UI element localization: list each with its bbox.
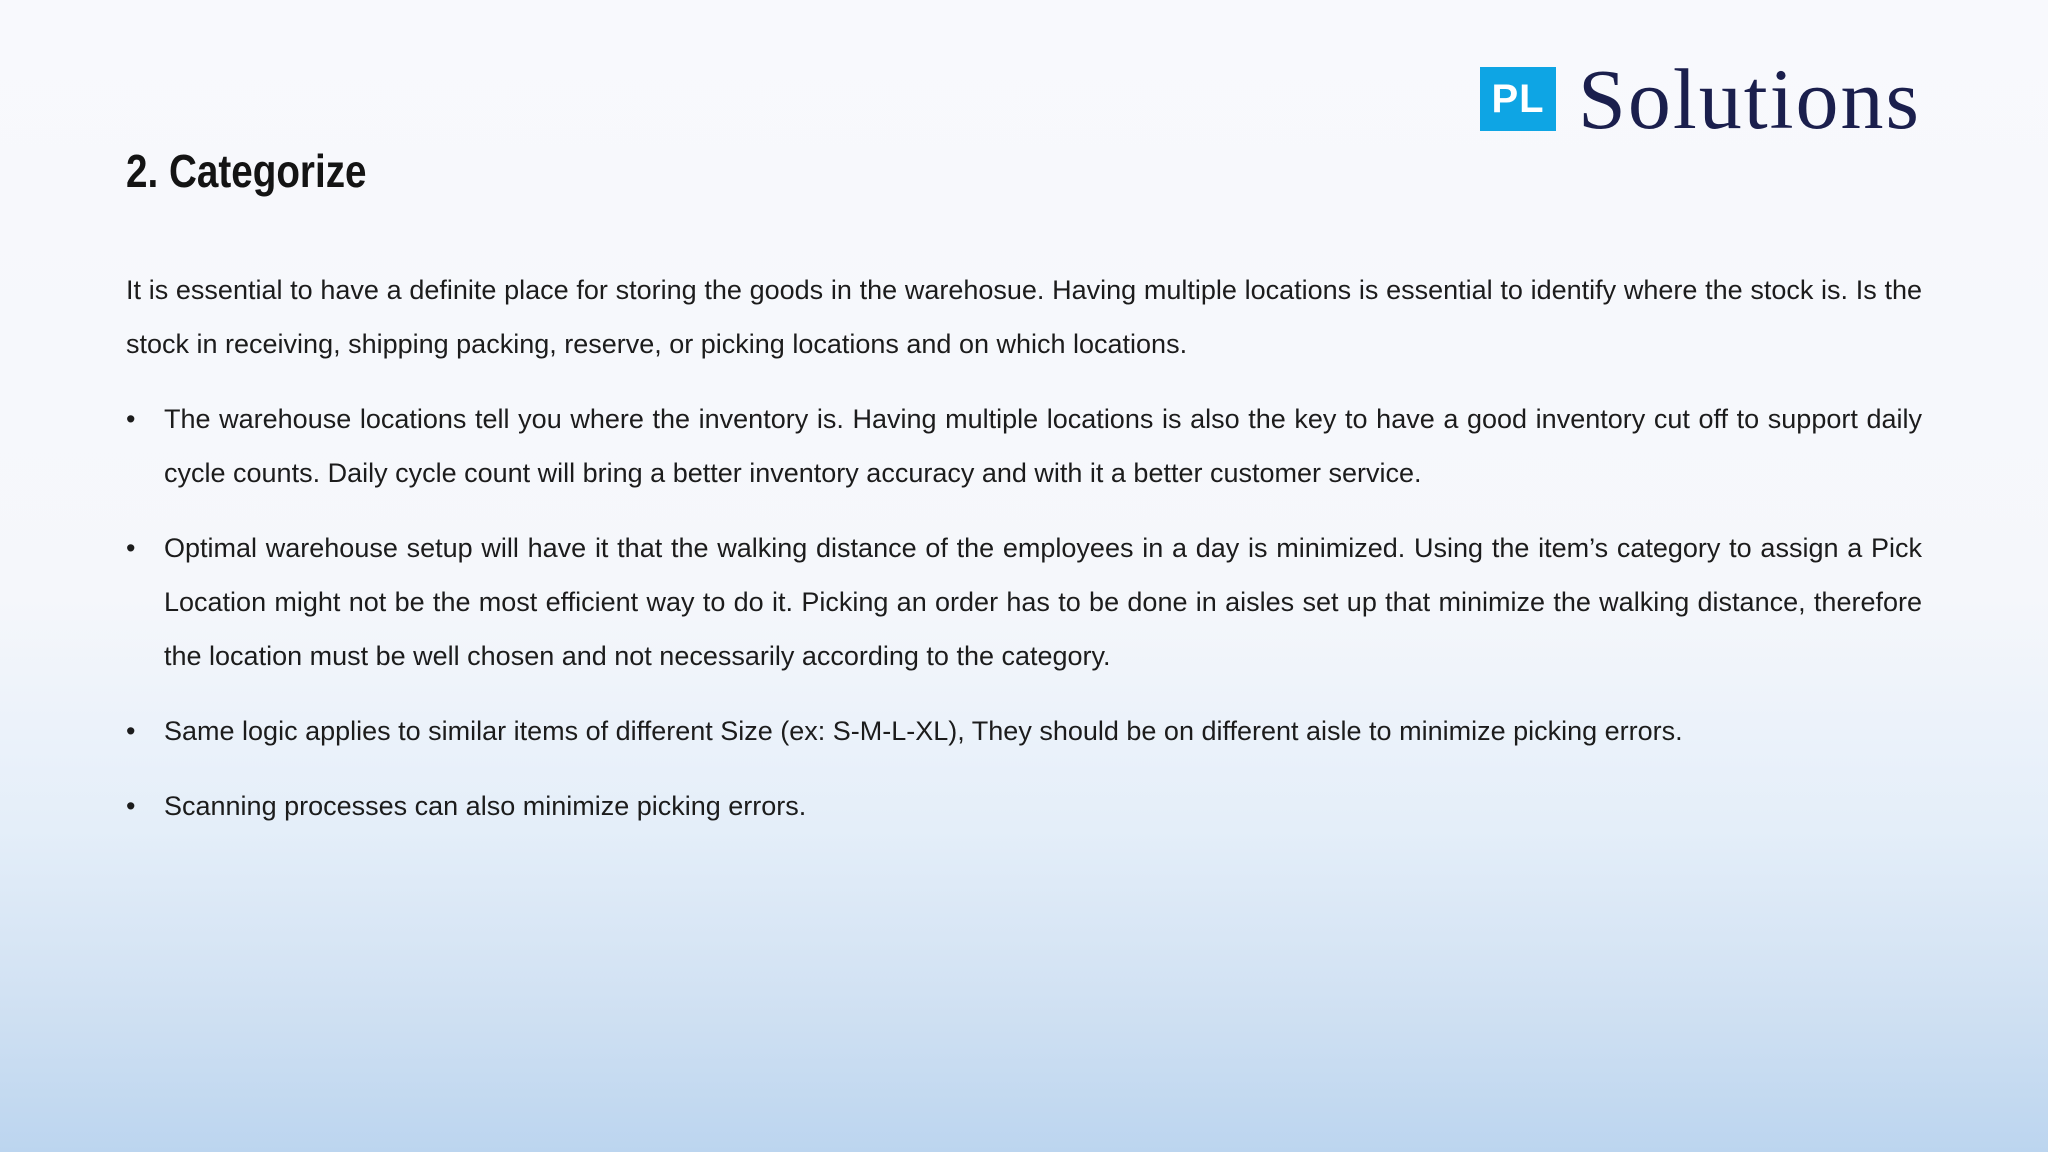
logo-wordmark: Solutions xyxy=(1578,51,1921,147)
bullet-marker: • xyxy=(126,404,136,434)
bullet-item-walking-distance xyxy=(126,521,1922,683)
bullet-text: Optimal warehouse setup will have it that the walking distance of the employees in a day is minimized. Using the item’s category to assign a Pick Location might not be the most efficient way to do it. Picking an order has to be done in aisles set up that minimize the walking distance, therefore the location must be well chosen and not necessarily according to the category. xyxy=(164,533,1922,671)
slide-title: 2. Categorize xyxy=(126,145,367,197)
company-logo xyxy=(1480,51,1921,147)
bullet-marker: • xyxy=(126,791,136,821)
bullet-text: Scanning processes can also minimize picking errors. xyxy=(164,791,807,821)
bullet-item-scanning xyxy=(126,779,1922,833)
bullet-marker: • xyxy=(126,533,136,563)
bullet-item-locations xyxy=(126,392,1922,500)
intro-paragraph: It is essential to have a definite place for storing the goods in the warehosue. Having multiple locations is essential to identify where the stock is. Is the stock in receiving, shipping packing, reserve, or picking locations and on which locations. xyxy=(126,275,1922,359)
logo-badge: PL xyxy=(1480,67,1556,131)
bullet-list xyxy=(126,392,1922,833)
slide-body xyxy=(126,263,1922,854)
bullet-text: Same logic applies to similar items of different Size (ex: S-M-L-XL), They should be on different aisle to minimize picking errors. xyxy=(164,716,1683,746)
bullet-text: The warehouse locations tell you where the inventory is. Having multiple locations is also the key to have a good inventory cut off to support daily cycle counts. Daily cycle count will bring a better inventory accuracy and with it a better customer service. xyxy=(164,404,1922,488)
bullet-marker: • xyxy=(126,716,136,746)
bullet-item-sizes xyxy=(126,704,1922,758)
